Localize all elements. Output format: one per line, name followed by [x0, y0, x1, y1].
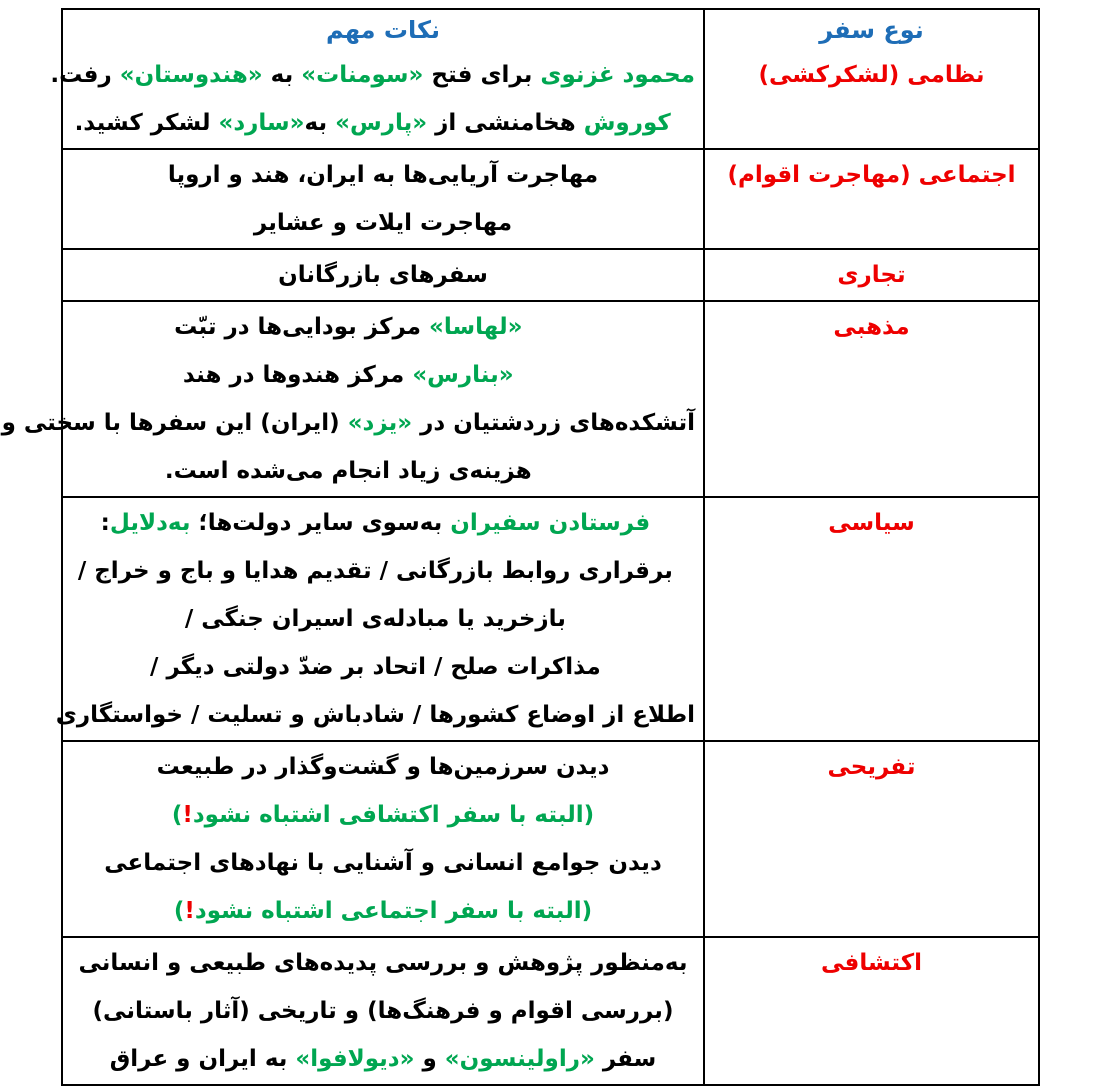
travel-type-label: تجاری [837, 262, 906, 288]
note-text-segment: و [414, 1046, 445, 1072]
note-line [71, 151, 695, 199]
note-text-segment: بازخرید یا مبادله‌ی اسیران جنگی / [184, 606, 566, 632]
note-line [2, 399, 695, 447]
note-line [71, 1035, 695, 1083]
note-line [56, 547, 695, 595]
note-line [71, 839, 695, 887]
note-line [71, 791, 695, 839]
travel-type-cell [703, 302, 1038, 496]
travel-type-label: مذهبی [833, 314, 910, 340]
table-header-row [63, 10, 1038, 50]
table-row [50, 50, 1038, 148]
note-text-segment: سفرهای بازرگانان [278, 262, 488, 288]
note-text-segment: «هندوستان» [119, 62, 263, 88]
table-row [55, 496, 1038, 740]
note-line [2, 303, 695, 351]
note-text-segment: ! [182, 802, 193, 828]
table-row [63, 740, 1038, 936]
note-line [71, 939, 695, 987]
note-text-segment: ) [173, 898, 185, 924]
note-text-segment: به‌سوی سایر دولت‌ها؛ [190, 510, 451, 536]
note-text-segment: (البته با سفر اکتشافی اشتباه نشود [192, 802, 595, 828]
note-text-segment: اطلاع از اوضاع کشورها / شادباش و تسلیت / خواستگاری [55, 702, 695, 728]
table-row [1, 300, 1038, 496]
note-text-segment: مذاکرات صلح / اتحاد بر ضدّ دولتی دیگر / [150, 654, 601, 680]
travel-type-cell [703, 938, 1038, 1084]
note-text-segment: ! [184, 898, 195, 924]
note-line [2, 351, 695, 399]
header-travel-type: نوع سفر [703, 10, 1038, 50]
note-line [71, 987, 695, 1035]
note-text-segment: «راولینسون» [444, 1046, 595, 1072]
travel-type-cell [703, 250, 1038, 300]
note-text-segment: برقراری روابط بازرگانی / تقدیم هدایا و باج و خراج / [77, 558, 673, 584]
note-text-segment: (البته با سفر اجتماعی اشتباه نشود [194, 898, 593, 924]
note-text-segment: مرکز بودایی‌ها در تبّت [174, 314, 430, 340]
travel-type-cell [703, 150, 1038, 248]
note-text-segment: «یزد» [347, 410, 413, 436]
note-text-segment: (بررسی اقوام و فرهنگ‌ها) و تاریخی (آثار باستانی) [92, 998, 674, 1024]
important-notes-cell [63, 938, 703, 1084]
travel-type-cell [703, 742, 1038, 936]
note-line [71, 743, 695, 791]
important-notes-cell [63, 250, 703, 300]
note-line [56, 595, 695, 643]
note-text-segment: مهاجرت ایلات و عشایر [253, 210, 513, 236]
note-text-segment: «سومنات» [301, 62, 424, 88]
note-line [71, 887, 695, 935]
note-text-segment: به [304, 110, 336, 136]
travel-type-label: تفریحی [827, 754, 916, 780]
note-text-segment: (ایران) این سفرها با سختی و [1, 410, 348, 436]
header-important-notes: نکات مهم [326, 16, 440, 44]
travel-type-label: سیاسی [828, 510, 915, 536]
note-text-segment: محمود غزنوی [540, 62, 695, 88]
travel-type-label: اجتماعی (مهاجرت اقوام) [727, 162, 1016, 188]
note-text-segment: «دیولافوا» [295, 1046, 415, 1072]
important-notes-cell [48, 498, 703, 740]
note-text-segment: ) [171, 802, 183, 828]
note-text-segment: «پارس» [335, 110, 428, 136]
note-text-segment: به‌دلایل [109, 510, 191, 536]
note-text-segment: به‌منظور پژوهش و بررسی پدیده‌های طبیعی و انسانی [78, 950, 688, 976]
note-text-segment: هخامنشی از [427, 110, 584, 136]
note-text-segment: برای فتح [423, 62, 541, 88]
note-text-segment: به [262, 62, 302, 88]
note-line [50, 99, 695, 147]
note-line [56, 499, 695, 547]
note-text-segment: آتشکده‌های زردشتیان در [412, 410, 695, 436]
table-row [63, 248, 1038, 300]
travel-type-label: اکتشافی [820, 950, 923, 976]
note-line [50, 51, 695, 99]
note-line [71, 251, 695, 299]
note-text-segment: به ایران و عراق [109, 1046, 296, 1072]
note-line [56, 643, 695, 691]
note-text-segment: رفت. [50, 62, 120, 88]
important-notes-cell [0, 302, 703, 496]
note-text-segment: لشکر کشید. [74, 110, 219, 136]
travel-type-cell [703, 498, 1038, 740]
travel-types-table [1, 8, 1040, 1086]
important-notes-cell [63, 150, 703, 248]
table-body [1, 50, 1038, 1084]
important-notes-cell [42, 50, 703, 148]
note-text-segment: دیدن جوامع انسانی و آشنایی با نهادهای اجتماعی [104, 850, 662, 876]
note-line [71, 199, 695, 247]
note-text-segment: «بنارس» [412, 362, 514, 388]
note-line [56, 691, 695, 739]
note-text-segment: : [100, 510, 110, 536]
travel-type-label: نظامی (لشکرکشی) [758, 62, 985, 88]
note-text-segment: «لهاسا» [429, 314, 523, 340]
note-text-segment: سفر [594, 1046, 657, 1072]
note-text-segment: «سارد» [218, 110, 305, 136]
table-row [63, 148, 1038, 248]
note-text-segment: مرکز هندوها در هند [182, 362, 413, 388]
note-line [2, 447, 695, 495]
note-text-segment: مهاجرت آریایی‌ها به ایران، هند و اروپا [167, 162, 599, 188]
note-text-segment: هزینه‌ی زیاد انجام می‌شده است. [164, 458, 532, 484]
table-row [63, 936, 1038, 1084]
note-text-segment: دیدن سرزمین‌ها و گشت‌وگذار در طبیعت [156, 754, 610, 780]
important-notes-cell [63, 742, 703, 936]
note-text-segment: فرستادن سفیران [450, 510, 651, 536]
travel-type-cell [703, 50, 1038, 148]
note-text-segment: کوروش [583, 110, 671, 136]
